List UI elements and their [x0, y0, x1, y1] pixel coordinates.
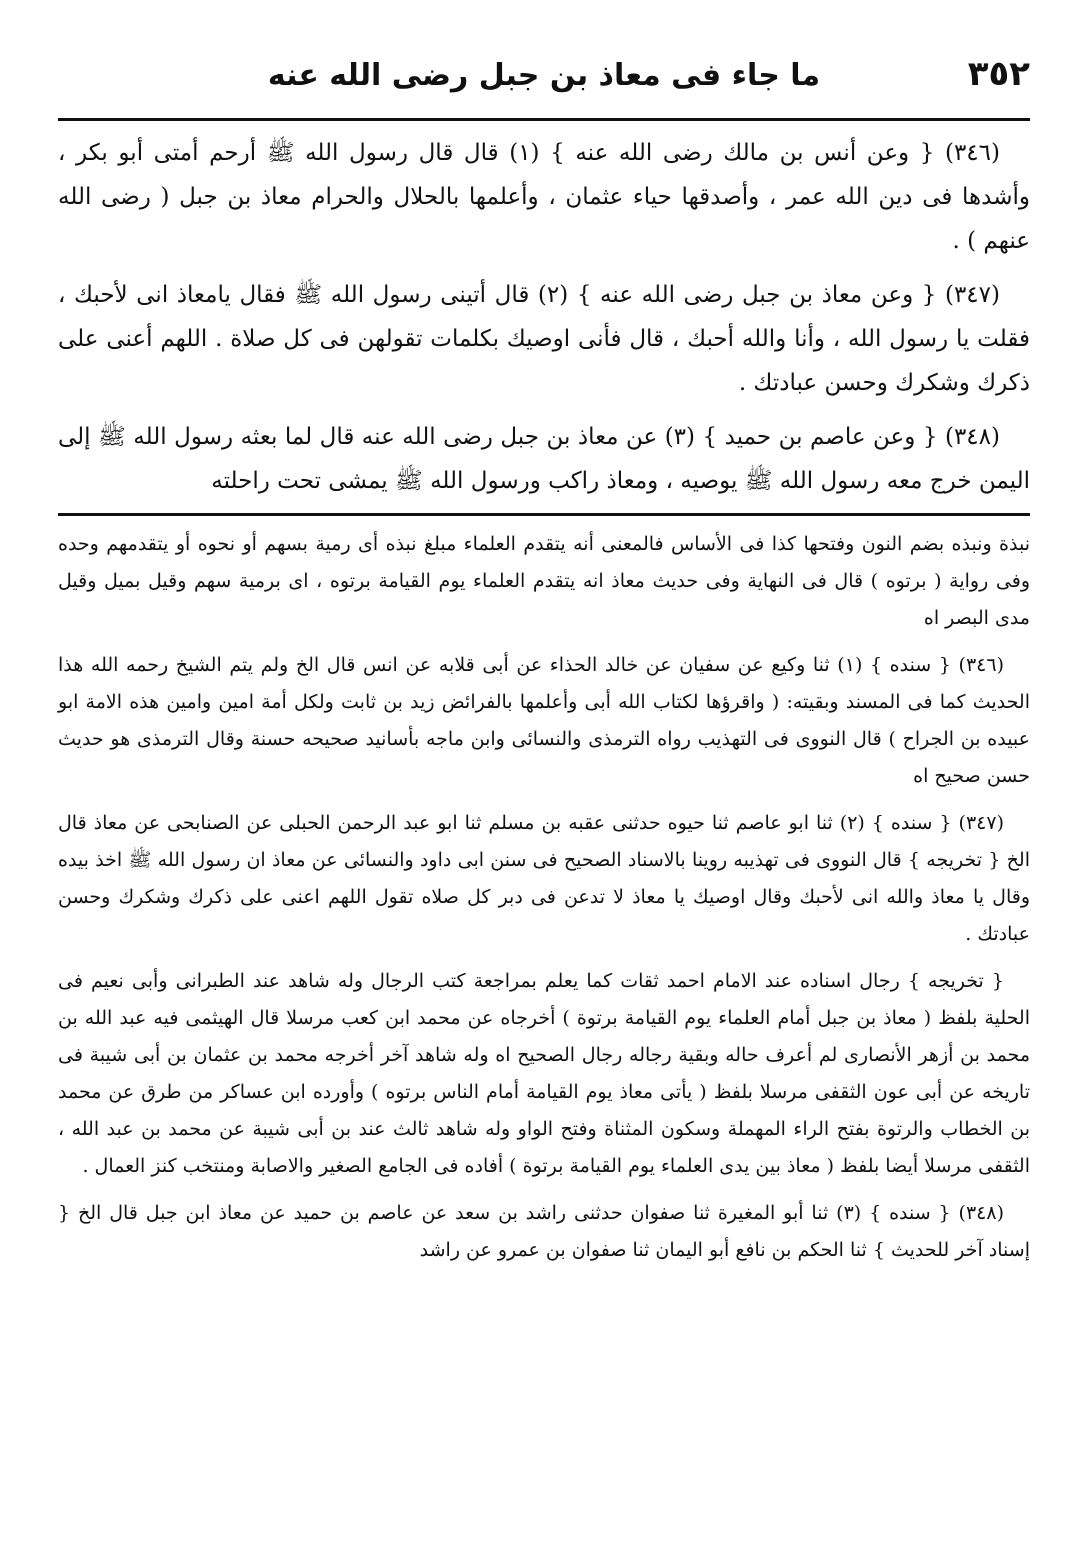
- document-page: [58, 40, 1030, 1500]
- main-text: [58, 131, 1030, 503]
- header-rule: [58, 118, 1030, 121]
- footnote-rule: [58, 513, 1030, 516]
- footnote-continuation: نبذة ونبذه بضم النون وفتحها كذا فى الأساس فالمعنى أنه يتقدم العلماء مبلغ نبذه أى رمية بسهم أو نحوه أو يتقدمهم وحده وفى رواية ( برتوه ) قال فى النهاية وفى حديث معاذ انه يتقدم العلماء يوم القيامة برتوه ، اى برمية سهم وقيل بميل وقيل مدى البصر اه: [58, 533, 1030, 629]
- hadith-346: (٣٤٦) { وعن أنس بن مالك رضى الله عنه } (١) قال قال رسول الله ﷺ أرحم أمتى أبو بكر ، وأشدها فى دين الله عمر ، وأصدقها حياء عثمان ، وأعلمها بالحلال والحرام معاذ بن جبل ( رضى الله عنهم ) .: [58, 140, 1030, 254]
- footnote-347-sanad: (٣٤٧) { سنده } (٢) ثنا ابو عاصم ثنا حيوه حدثنى عقبه بن مسلم ثنا ابو عبد الرحمن الحبلى عن الصنابحى عن معاذ قال الخ { تخريجه } قال النووى فى تهذيبه روينا بالاسناد الصحيح فى سنن ابى داود والنسائى عن معاذ ان رسول الله ﷺ اخذ بيده وقال يا معاذ والله انى لأحبك وقال اوصيك يا معاذ لا تدعن فى دبر كل صلاه تقول اللهم اعنى على ذكرك وشكرك وحسن عبادتك .: [58, 812, 1030, 945]
- page-header: [58, 40, 1030, 110]
- page-number: ٣٥٢: [967, 54, 1030, 94]
- footnotes: [58, 526, 1030, 1269]
- footnote-takhrij: { تخريجه } رجال اسناده عند الامام احمد ثقات كما يعلم بمراجعة كتب الرجال وله شاهد عند الطبرانى وأبى نعيم فى الحلية بلفظ ( معاذ بن جبل أمام العلماء يوم القيامة برتوة ) أخرجاه عن محمد ابن كعب مرسلا قال الهيثمى فيه عبد الله بن محمد بن أزهر الأنصارى لم أعرف حاله وبقية رجاله رجال الصحيح اه وله شاهد آخر أخرجه محمد بن عثمان بن أبى شيبة فى تاريخه عن أبى عون الثقفى مرسلا بلفظ ( يأتى معاذ يوم القيامة أمام الناس برتوه ) وأورده ابن عساكر من طرق عن محمد بن الخطاب والرتوة بفتح الراء المهملة وسكون المثناة وفتح الواو وله شاهد ثالث عند بن أبى شيبة عن محمد بن عبد الله ، الثقفى مرسلا أيضا بلفظ ( معاذ بين يدى العلماء يوم القيامة برتوة ) أفاده فى الجامع الصغير والاصابة ومنتخب كنز العمال .: [58, 970, 1030, 1177]
- footnote-348-sanad: (٣٤٨) { سنده } (٣) ثنا أبو المغيرة ثنا صفوان حدثنى راشد بن سعد عن عاصم بن حميد عن معاذ ابن جبل قال الخ { إسناد آخر للحديث } ثنا الحكم بن نافع أبو اليمان ثنا صفوان بن عمرو عن راشد: [58, 1202, 1030, 1261]
- hadith-347: (٣٤٧) { وعن معاذ بن جبل رضى الله عنه } (٢) قال أتينى رسول الله ﷺ فقال يامعاذ انى لأحبك ، فقلت يا رسول الله ، وأنا والله أحبك ، قال فأنى اوصيك بكلمات تقولهن فى كل صلاة . اللهم أعنى على ذكرك وشكرك وحسن عبادتك .: [58, 282, 1030, 396]
- hadith-348: (٣٤٨) { وعن عاصم بن حميد } (٣) عن معاذ بن جبل رضى الله عنه قال لما بعثه رسول الله ﷺ إلى اليمن خرج معه رسول الله ﷺ يوصيه ، ومعاذ راكب ورسول الله ﷺ يمشى تحت راحلته: [58, 424, 1030, 494]
- footnote-346-sanad: (٣٤٦) { سنده } (١) ثنا وكيع عن سفيان عن خالد الحذاء عن أبى قلابه عن انس قال الخ ولم يتم الشيخ رحمه الله هذا الحديث كما فى المسند وبقيته: ( واقرؤها لكتاب الله أبى وأعلمها بالفرائض زيد بن ثابت ولكل أمة امين وامين هذه الامة ابو عبيده بن الجراح ) قال النووى فى التهذيب رواه الترمذى والنسائى وابن ماجه بأسانيد صحيحه حسنة وقال الترمذى هو حديث حسن صحيح اه: [58, 654, 1030, 787]
- running-title: ما جاء فى معاذ بن جبل رضى الله عنه: [267, 57, 821, 93]
